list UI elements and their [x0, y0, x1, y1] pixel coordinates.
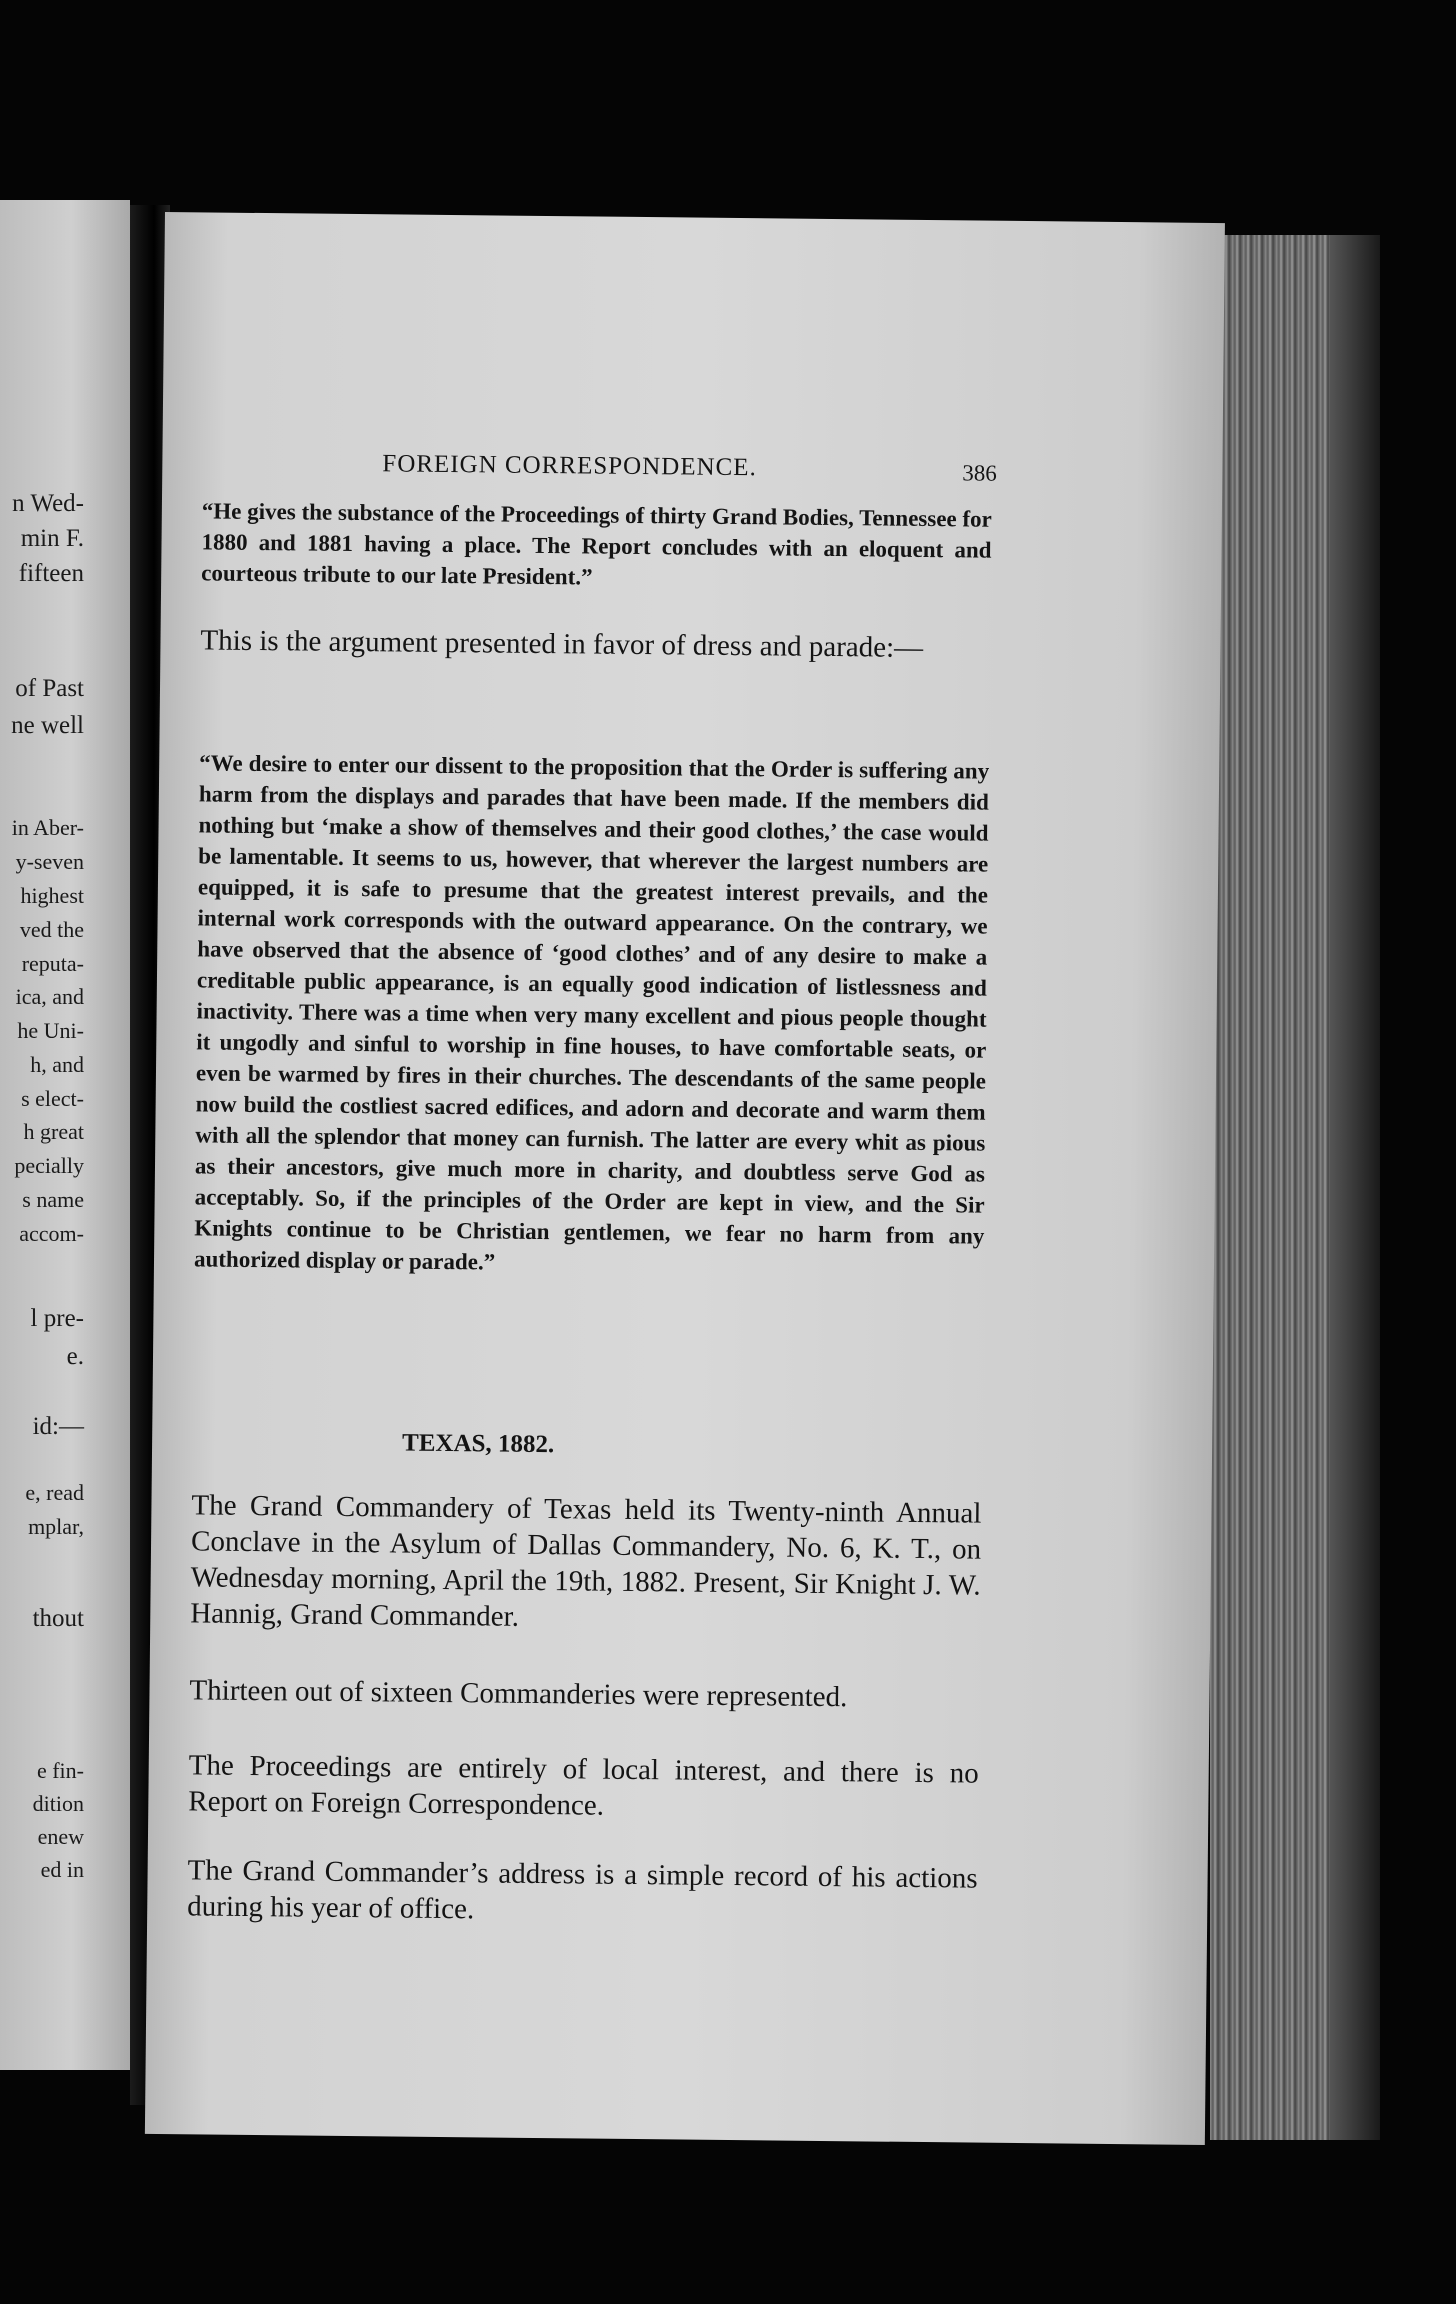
left-page-line: ne well: [11, 712, 84, 739]
left-page-line: e.: [66, 1343, 84, 1370]
left-page-line: enew: [37, 1824, 84, 1849]
book-page: [145, 212, 1225, 2145]
left-page-line: s elect-: [21, 1086, 84, 1111]
left-page-line: id:—: [32, 1413, 84, 1440]
left-page-line: h great: [23, 1119, 84, 1144]
left-page-line: he Uni-: [17, 1018, 84, 1043]
body-paragraph: This is the argument presented in favor of dress and parade:—: [200, 624, 924, 664]
body-paragraph: Thirteen out of sixteen Commanderies were represented.: [189, 1674, 848, 1714]
left-page-line: e fin-: [36, 1758, 84, 1783]
body-paragraph: The Proceedings are entirely of local interest, and there is no Report on Foreign Correspondence.: [188, 1749, 979, 1822]
quote-paragraph: “He gives the substance of the Proceedings of thirty Grand Bodies, Tennessee for 1880 and 1881 having a place. The Report concludes with an eloquent and courteous tribute to our late President.”: [201, 498, 992, 590]
quote-paragraph: “We desire to enter our dissent to the proposition that the Order is suffering any harm from the displays and parades that have been made. If the members did nothing but ‘make a show of themselves and their good clothes,’ the case would be lamentable. It seems to us, however, that wherever the largest numbers are equipped, it is safe to presume that the greatest interest prevails, and the internal work corresponds with the outward appearance. On the contrary, we have observed that the absence of ‘good clothes’ and of any desire to make a creditable public appearance, is an equally good indication of listlessness and inactivity. There was a time when very many excellent and pious people thought it ungodly and sinful to worship in fine houses, to have comfortable seats, or even be warmed by fires in their churches. The descendants of the same people now build the costliest sacred edifices, and adorn and decorate and warm them with all the splendor that money can furnish. The latter are every whit as pious as their ancestors, give much more in charity, and doubtless serve God as acceptably. So, if the principles of the Order are kept in view, and the Sir Knights continue to be Christian gentlemen, we fear no harm from any authorized display or parade.”: [193, 750, 990, 1275]
left-page-line: pecially: [14, 1153, 84, 1178]
left-page-line: l pre-: [30, 1305, 84, 1332]
previous-page-fragment: [0, 200, 130, 2070]
section-heading: TEXAS, 1882.: [401, 1429, 555, 1459]
page-number: 386: [962, 460, 997, 486]
left-page-line: dition: [32, 1791, 84, 1816]
page-text: [165, 212, 1225, 1926]
left-page-line: h, and: [30, 1052, 84, 1077]
left-page-line: in Aber-: [11, 815, 84, 840]
left-page-line: e, read: [25, 1480, 84, 1505]
left-page-line: n Wed-: [12, 490, 84, 517]
left-page-line: ica, and: [15, 984, 84, 1009]
left-page-line: thout: [32, 1605, 84, 1632]
body-paragraph: The Grand Commandery of Texas held its Twenty-ninth Annual Conclave in the Asylum of Dallas Commandery, No. 6, K. T., on Wednesday morning, April the 19th, 1882. Present, Sir Knight J. W. Hannig, Grand Commander.: [190, 1489, 982, 1633]
running-head: FOREIGN CORRESPONDENCE.: [382, 450, 757, 482]
left-page-line: mplar,: [28, 1514, 84, 1539]
left-page-line: y-seven: [15, 849, 84, 874]
page-edges-shadow: [1330, 235, 1380, 2140]
left-page-line: reputa-: [21, 951, 84, 976]
left-page-line: accom-: [19, 1221, 84, 1246]
left-page-line: ved the: [19, 917, 84, 942]
left-page-line: s name: [22, 1187, 84, 1212]
left-page-line: fifteen: [18, 560, 84, 587]
left-page-line: of Past: [15, 675, 84, 702]
left-page-line: highest: [20, 883, 84, 908]
body-paragraph: The Grand Commander’s address is a simple record of his actions during his year of office.: [187, 1854, 978, 1926]
left-page-line: min F.: [20, 525, 84, 552]
left-page-line: ed in: [40, 1857, 84, 1882]
